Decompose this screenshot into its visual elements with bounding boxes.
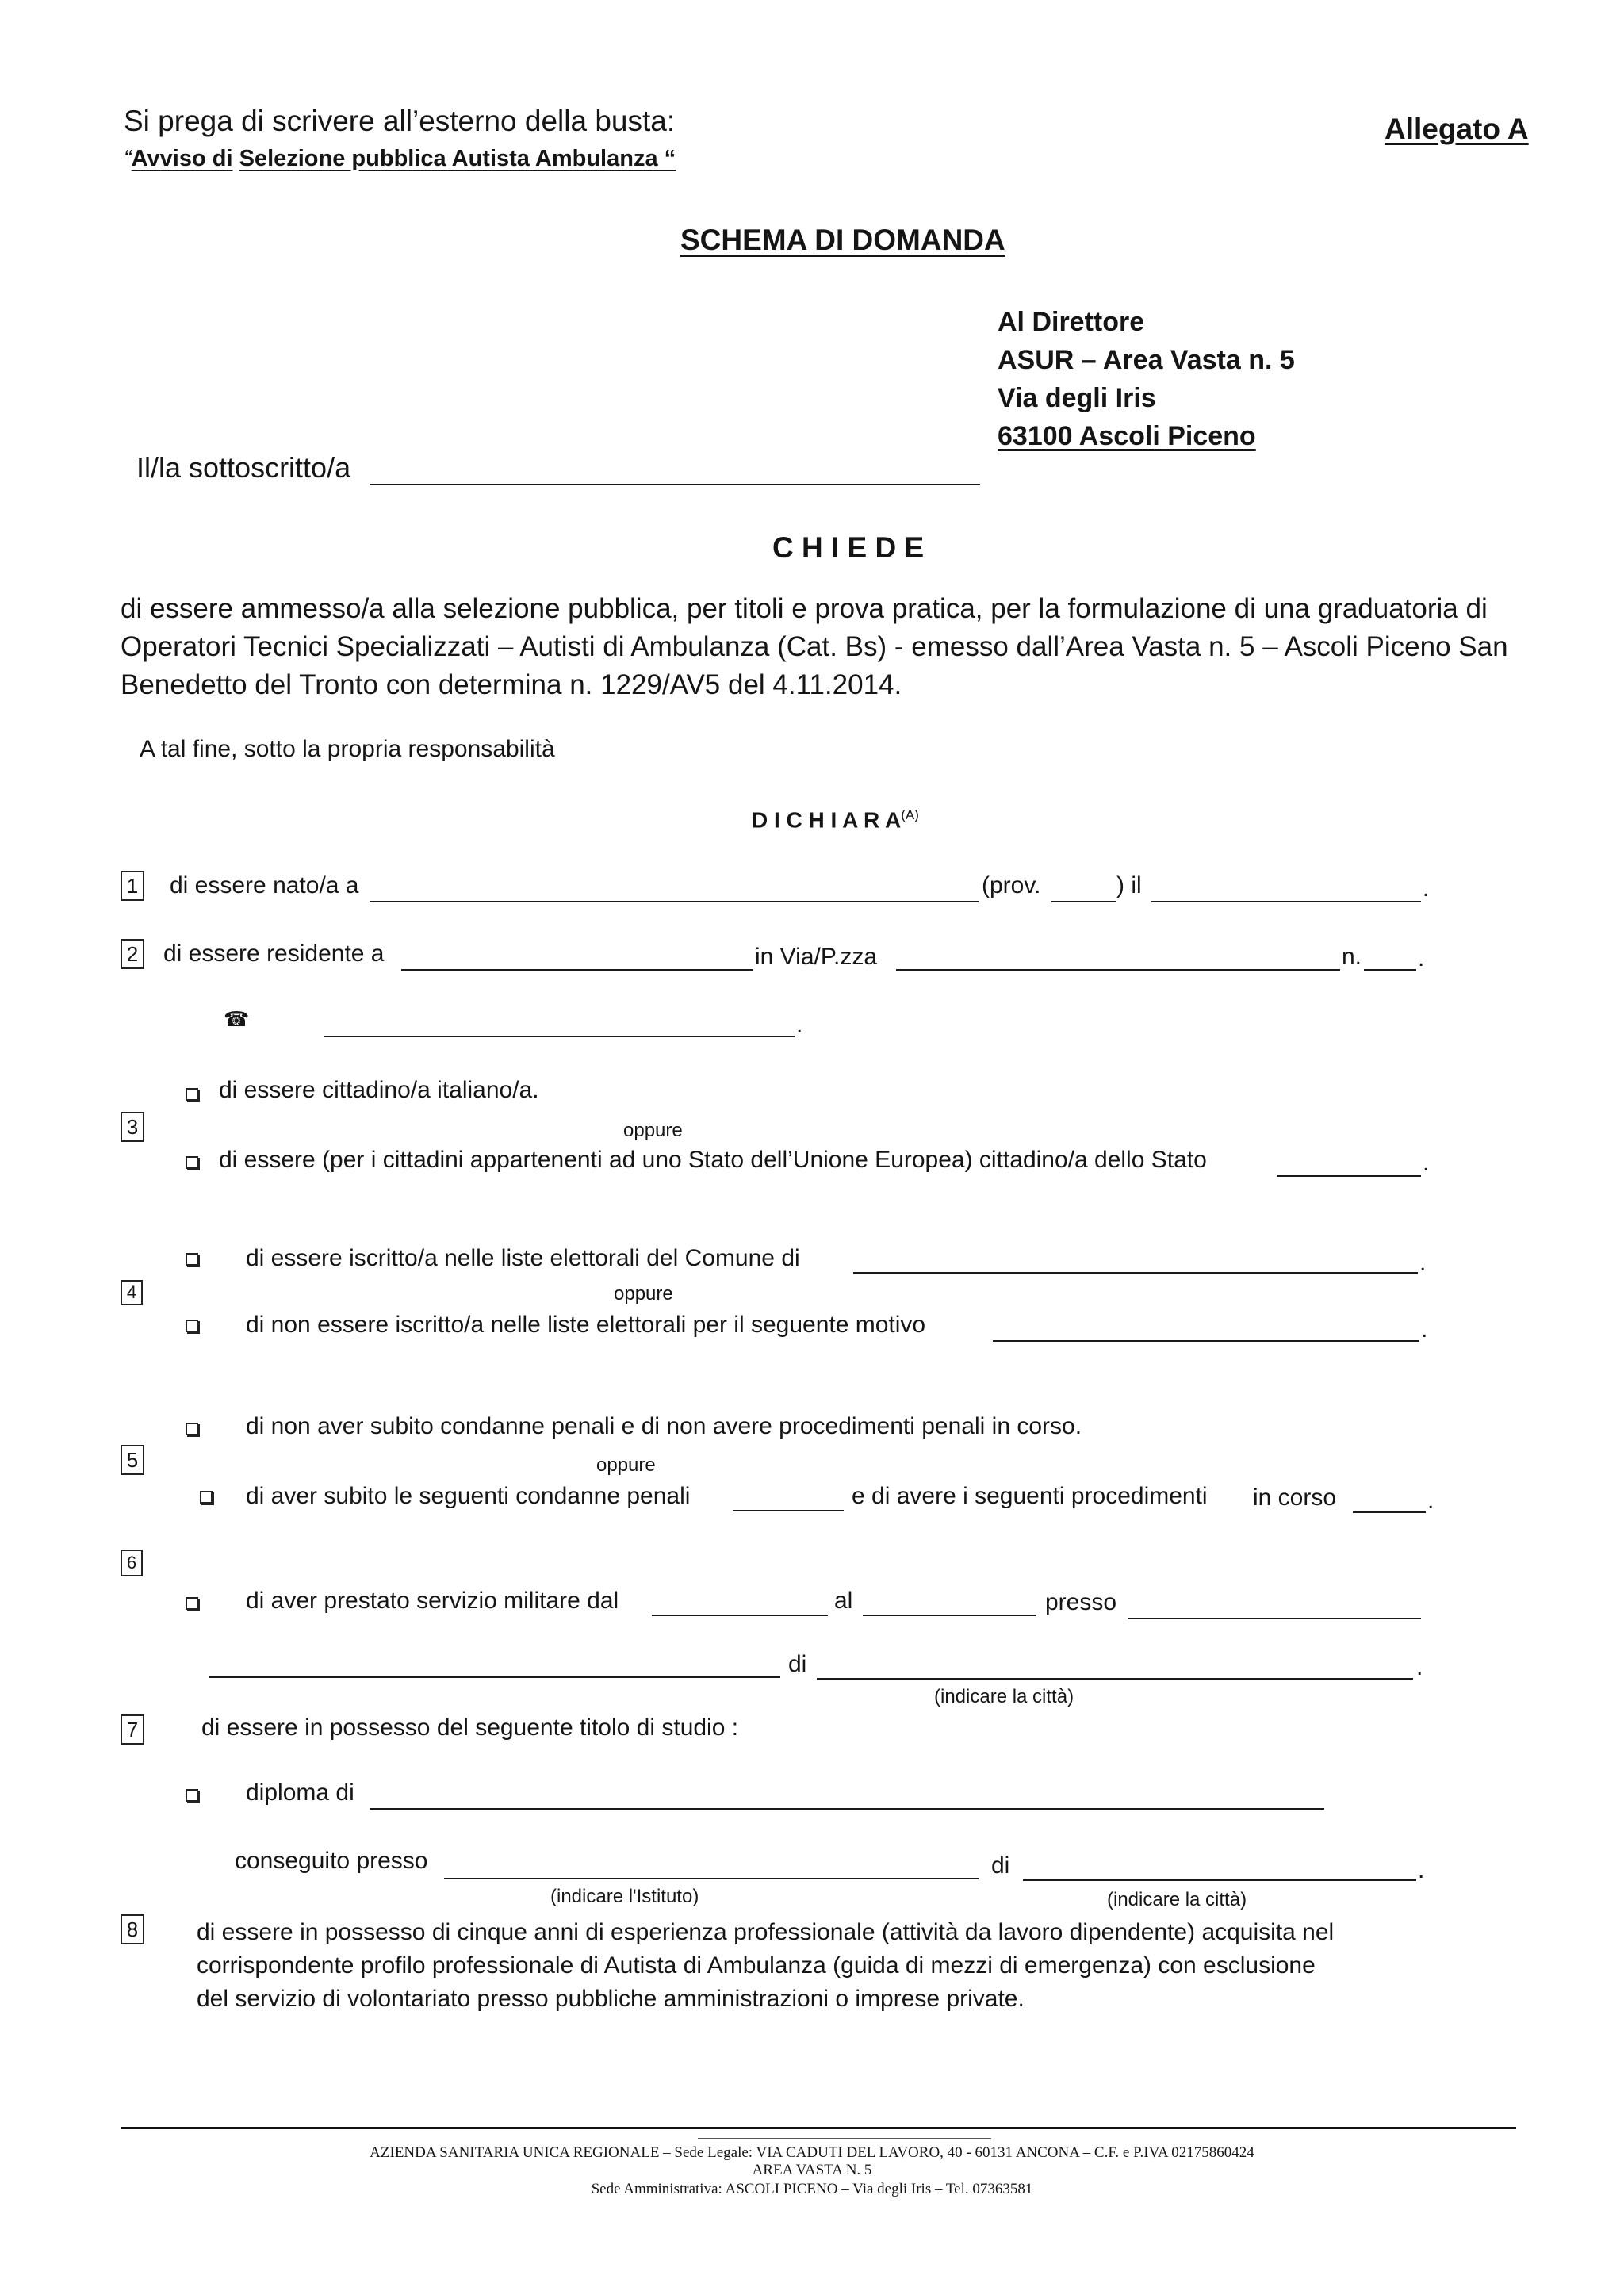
convictions-checkbox[interactable] xyxy=(200,1491,213,1504)
military-city-hint: (indicare la città) xyxy=(934,1686,1074,1707)
civic-number-label: n. xyxy=(1342,944,1362,970)
military-to-field[interactable] xyxy=(863,1615,1036,1616)
item-number-4: 4 xyxy=(121,1280,143,1305)
item3-oppure: oppure xyxy=(623,1120,683,1141)
experience-line-3: del servizio di volontariato presso pubbliche amministrazioni o imprese private. xyxy=(197,1986,1025,2012)
residence-city-field[interactable] xyxy=(401,969,753,971)
item-number-2: 2 xyxy=(121,939,144,969)
declare-heading-text: D I C H I A R A xyxy=(752,807,902,833)
recipient-line-1: Al Direttore xyxy=(998,307,1145,337)
military-at-field[interactable] xyxy=(1128,1618,1421,1619)
institute-field[interactable] xyxy=(444,1878,979,1879)
convictions-label: di aver subito le seguenti condanne penali xyxy=(246,1483,691,1509)
study-title-label: di essere in possesso del seguente titolo di studio : xyxy=(201,1714,739,1741)
proceedings-in-course-label: in corso xyxy=(1253,1485,1337,1511)
envelope-text xyxy=(124,146,676,172)
citizenship-italian-checkbox[interactable] xyxy=(186,1088,198,1101)
experience-paragraph xyxy=(197,1916,1334,2016)
item-number-5: 5 xyxy=(121,1445,144,1475)
institute-hint: (indicare l'Istituto) xyxy=(550,1886,699,1907)
attachment-label: Allegato A xyxy=(1385,113,1529,145)
proceedings-label: e di avere i seguenti procedimenti xyxy=(852,1483,1208,1509)
military-city-label: di xyxy=(788,1651,807,1677)
request-line-1: di essere ammesso/a alla selezione pubblica, per titoli e prova pratica, per la formulazione di una graduatoria di xyxy=(121,593,1488,624)
item4-end-2: . xyxy=(1421,1316,1428,1343)
item-number-6: 6 xyxy=(121,1550,143,1576)
residence-label: di essere residente a xyxy=(163,941,385,967)
diploma-label: diploma di xyxy=(246,1780,354,1806)
item6-end: . xyxy=(1416,1654,1423,1680)
birth-date-field[interactable] xyxy=(1151,901,1421,902)
electoral-not-registered-label: di non essere iscritto/a nelle liste elettorali per il seguente motivo xyxy=(246,1312,926,1338)
footer-rule xyxy=(121,2127,1516,2129)
citizenship-eu-label: di essere (per i cittadini appartenenti ad uno Stato dell’Unione Europea) cittadino/a dello Stato xyxy=(219,1147,1207,1173)
item4-oppure: oppure xyxy=(614,1283,673,1304)
civic-number-field[interactable] xyxy=(1364,969,1416,971)
street-field[interactable] xyxy=(896,969,1340,971)
recipient-line-3: Via degli Iris xyxy=(998,383,1156,413)
proceedings-field[interactable] xyxy=(1353,1511,1426,1513)
request-line-3: Benedetto del Tronto con determina n. 1229/AV5 del 4.11.2014. xyxy=(121,669,902,700)
electoral-municipality-field[interactable] xyxy=(853,1272,1418,1274)
province-field[interactable] xyxy=(1051,901,1116,902)
phone-end: . xyxy=(796,1012,803,1038)
citizenship-italian-label: di essere cittadino/a italiano/a. xyxy=(219,1077,539,1103)
item-number-3: 3 xyxy=(121,1112,144,1142)
military-to-label: al xyxy=(834,1588,853,1614)
item5-oppure: oppure xyxy=(596,1454,656,1476)
birth-place-field[interactable] xyxy=(370,901,979,902)
item2-end: . xyxy=(1418,945,1425,971)
military-city-field[interactable] xyxy=(817,1678,1413,1680)
military-location-field[interactable] xyxy=(209,1676,780,1678)
declare-heading xyxy=(752,807,919,833)
no-convictions-checkbox[interactable] xyxy=(186,1423,198,1435)
street-label: in Via/P.zza xyxy=(755,944,877,970)
no-convictions-label: di non aver subito condanne penali e di non avere procedimenti penali in corso. xyxy=(246,1413,1082,1439)
recipient-line-4: 63100 Ascoli Piceno xyxy=(998,421,1256,451)
envelope-instruction: Si prega di scrivere all’esterno della busta: xyxy=(124,105,676,137)
footer-line-2: AREA VASTA N. 5 xyxy=(752,2162,872,2178)
eu-state-field[interactable] xyxy=(1277,1175,1421,1177)
recipient-address xyxy=(998,303,1295,455)
request-heading: C H I E D E xyxy=(772,531,925,564)
province-label: (prov. xyxy=(982,872,1041,898)
signer-label: Il/la sottoscritto/a xyxy=(136,451,351,484)
item3-end: . xyxy=(1423,1150,1430,1176)
convictions-field[interactable] xyxy=(733,1510,844,1511)
not-registered-reason-field[interactable] xyxy=(993,1340,1419,1342)
item-number-8: 8 xyxy=(121,1914,144,1944)
item1-end: . xyxy=(1423,875,1430,902)
obtained-at-label: conseguito presso xyxy=(235,1848,428,1874)
signer-name-field[interactable] xyxy=(370,484,980,485)
recipient-line-2: ASUR – Area Vasta n. 5 xyxy=(998,345,1295,375)
footer-short-rule xyxy=(698,2138,991,2139)
envelope-text-part1: Avviso di xyxy=(131,146,233,171)
institute-city-field[interactable] xyxy=(1023,1879,1416,1881)
item5-end: . xyxy=(1427,1488,1434,1514)
birth-date-label: ) il xyxy=(1116,872,1142,898)
item-number-7: 7 xyxy=(121,1714,144,1745)
item4-end-1: . xyxy=(1419,1250,1427,1276)
institute-city-label: di xyxy=(991,1852,1010,1879)
military-at-label: presso xyxy=(1045,1589,1117,1615)
institute-city-hint: (indicare la città) xyxy=(1107,1889,1247,1910)
birth-place-label: di essere nato/a a xyxy=(170,872,359,898)
electoral-registered-checkbox[interactable] xyxy=(186,1253,198,1266)
envelope-text-part2: Selezione pubblica Autista Ambulanza “ xyxy=(239,146,676,171)
envelope-text-open: “ xyxy=(124,146,132,171)
military-service-checkbox[interactable] xyxy=(186,1597,198,1610)
footer-line-1: AZIENDA SANITARIA UNICA REGIONALE – Sede Legale: VIA CADUTI DEL LAVORO, 40 - 60131 ANCONA – C.F. e P.IVA 02175860424 xyxy=(370,2144,1254,2161)
item7-end: . xyxy=(1418,1857,1425,1883)
phone-field[interactable] xyxy=(324,1036,795,1037)
experience-line-2: corrispondente profilo professionale di Autista di Ambulanza (guida di mezzi di emergenza) con esclusione xyxy=(197,1952,1316,1979)
military-service-label: di aver prestato servizio militare dal xyxy=(246,1588,619,1614)
diploma-field[interactable] xyxy=(370,1808,1324,1810)
electoral-registered-label: di essere iscritto/a nelle liste elettorali del Comune di xyxy=(246,1245,800,1271)
declare-footnote-mark: (A) xyxy=(901,807,919,822)
intro-text: A tal fine, sotto la propria responsabilità xyxy=(140,736,555,762)
item-number-1: 1 xyxy=(121,871,144,901)
citizenship-eu-checkbox[interactable] xyxy=(186,1156,198,1169)
page-title: SCHEMA DI DOMANDA xyxy=(680,224,1005,256)
request-paragraph xyxy=(121,590,1508,704)
military-from-field[interactable] xyxy=(652,1615,828,1616)
footer-line-3: Sede Amministrativa: ASCOLI PICENO – Via degli Iris – Tel. 07363581 xyxy=(591,2181,1033,2197)
experience-line-1: di essere in possesso di cinque anni di esperienza professionale (attività da lavoro dipendente) acquisita nel xyxy=(197,1919,1335,1945)
electoral-not-registered-checkbox[interactable] xyxy=(186,1320,198,1332)
diploma-checkbox[interactable] xyxy=(186,1789,198,1802)
phone-icon: ☎ xyxy=(224,1007,250,1031)
request-line-2: Operatori Tecnici Specializzati – Autisti di Ambulanza (Cat. Bs) - emesso dall’Area Vasta n. 5 – Ascoli Piceno San xyxy=(121,631,1508,662)
